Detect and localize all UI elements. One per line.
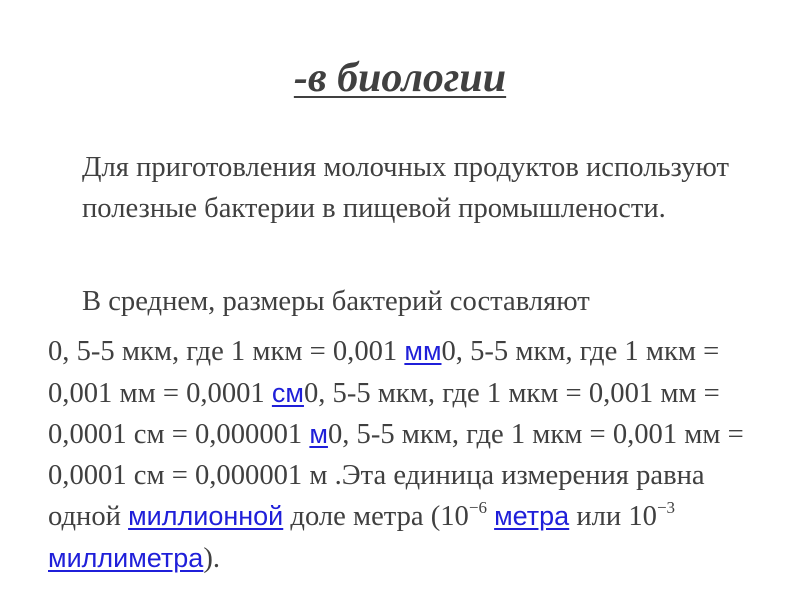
text-segment: доле метра (10 <box>283 501 469 532</box>
exponent-minus-6: −6 <box>468 498 487 517</box>
link-centimeter[interactable]: см <box>271 377 304 408</box>
link-meter-word[interactable]: метра <box>494 501 570 531</box>
paragraph-bacteria-size-intro: В среднем, размеры бактерий составляют <box>82 286 590 317</box>
text-segment: 0, 5-5 мкм, где 1 мкм = 0,001 мм = 0,0001 см = 0,000001 <box>48 377 720 450</box>
paragraph-dairy-bacteria: Для приготовления молочных продуктов используют полезные бактерии в пищевой промышлености. <box>82 152 729 224</box>
text-segment: 0, 5-5 мкм, где 1 мкм = 0,001 <box>48 336 405 367</box>
link-millimeter[interactable]: мм <box>404 336 442 366</box>
text-segment: 0, 5-5 мкм, где 1 мкм = 0,001 мм = 0,0001 см = 0,000001 м .Эта единица измерения равна одной <box>48 419 744 532</box>
link-meter[interactable]: м <box>309 419 328 449</box>
link-millimeter-word[interactable]: миллиметра <box>48 542 204 573</box>
exponent-minus-3: −3 <box>656 498 676 517</box>
paragraph-bacteria-size-units <box>48 331 768 579</box>
link-millionth[interactable]: миллионной <box>128 501 284 531</box>
text-segment: 0, 5-5 мкм, где 1 мкм = 0,001 мм = 0,0001 <box>48 336 720 409</box>
text-segment: или 10 <box>569 501 657 532</box>
slide-title: -в биологии <box>293 55 507 101</box>
text-segment: ). <box>203 542 220 574</box>
